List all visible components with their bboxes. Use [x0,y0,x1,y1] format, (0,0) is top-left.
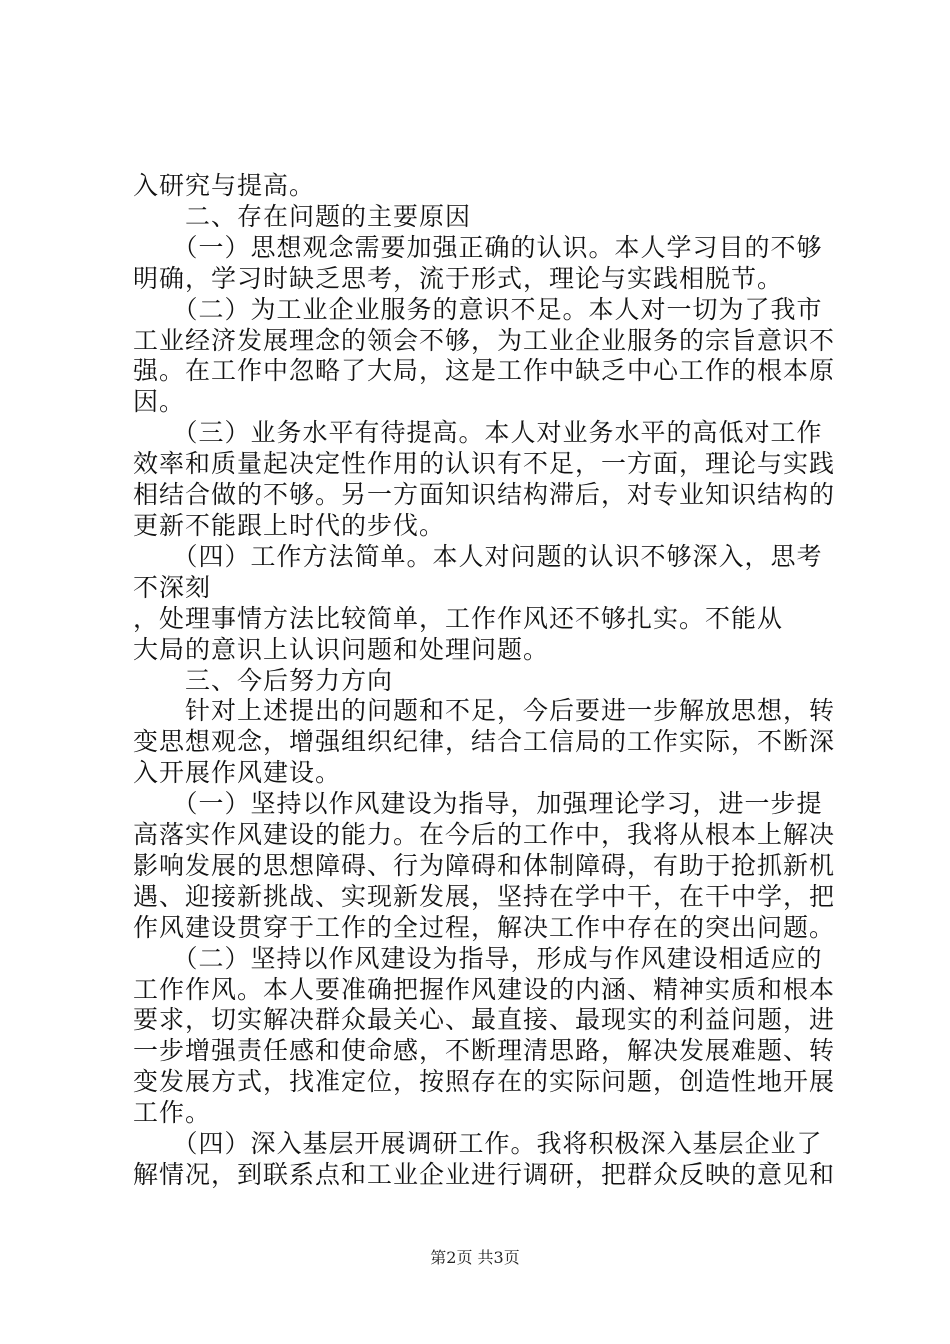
text-line: （一）坚持以作风建设为指导，加强理论学习，进一步提 [133,789,823,818]
text-line: （二）为工业企业服务的意识不足。本人对一切为了我市 [133,295,823,324]
text-line: 强。在工作中忽略了大局，这是工作中缺乏中心工作的根本原 [133,356,836,385]
text-line: 因。 [133,387,186,416]
text-line: 变发展方式，找准定位，按照存在的实际问题，创造性地开展 [133,1067,836,1096]
text-line: 入研究与提高。 [133,171,316,200]
text-line: 遇、迎接新挑战、实现新发展，坚持在学中干，在干中学，把 [133,882,836,911]
section-heading: 三、今后努力方向 [133,666,394,695]
text-line: （一）思想观念需要加强正确的认识。本人学习目的不够 [133,233,823,262]
text-line: 工业经济发展理念的领会不够，为工业企业服务的宗旨意识不 [133,326,836,355]
text-line: 一步增强责任感和使命感，不断理清思路，解决发展难题、转 [133,1036,836,1065]
text-line: 针对上述提出的问题和不足，今后要进一步解放思想，转 [133,696,836,725]
page-number: 第2页 共3页 [430,1248,520,1267]
section-heading: 二、存在问题的主要原因 [133,202,472,231]
text-line: 工作作风。本人要准确把握作风建设的内涵、精神实质和根本 [133,975,836,1004]
text-line: 解情况，到联系点和工业企业进行调研，把群众反映的意见和 [133,1160,836,1189]
text-line: 相结合做的不够。另一方面知识结构滞后，对专业知识结构的 [133,480,836,509]
text-line: （四）深入基层开展调研工作。我将积极深入基层企业了 [133,1129,823,1158]
text-line: ，处理事情方法比较简单，工作作风还不够扎实。不能从 [133,604,784,633]
text-line: 作风建设贯穿于工作的全过程，解决工作中存在的突出问题。 [133,913,836,942]
text-line: 不深刻 [133,573,212,602]
text-line: 变思想观念，增强组织纪律，结合工信局的工作实际，不断深 [133,727,836,756]
text-line: 高落实作风建设的能力。在今后的工作中，我将从根本上解决 [133,820,836,849]
text-line: （四）工作方法简单。本人对问题的认识不够深入，思考 [133,542,823,571]
text-line: 明确，学习时缺乏思考，流于形式，理论与实践相脱节。 [133,264,784,293]
text-line: 更新不能跟上时代的步伐。 [133,511,446,540]
text-line: 影响发展的思想障碍、行为障碍和体制障碍，有助于抢抓新机 [133,851,836,880]
text-line: 要求，切实解决群众最关心、最直接、最现实的利益问题，进 [133,1005,836,1034]
text-line: 大局的意识上认识问题和处理问题。 [133,635,550,664]
text-line: 入开展作风建设。 [133,758,342,787]
text-line: （三）业务水平有待提高。本人对业务水平的高低对工作 [133,418,823,447]
text-line: 工作。 [133,1098,212,1127]
text-line: （二）坚持以作风建设为指导，形成与作风建设相适应的 [133,944,823,973]
text-line: 效率和质量起决定性作用的认识有不足，一方面，理论与实践 [133,449,836,478]
